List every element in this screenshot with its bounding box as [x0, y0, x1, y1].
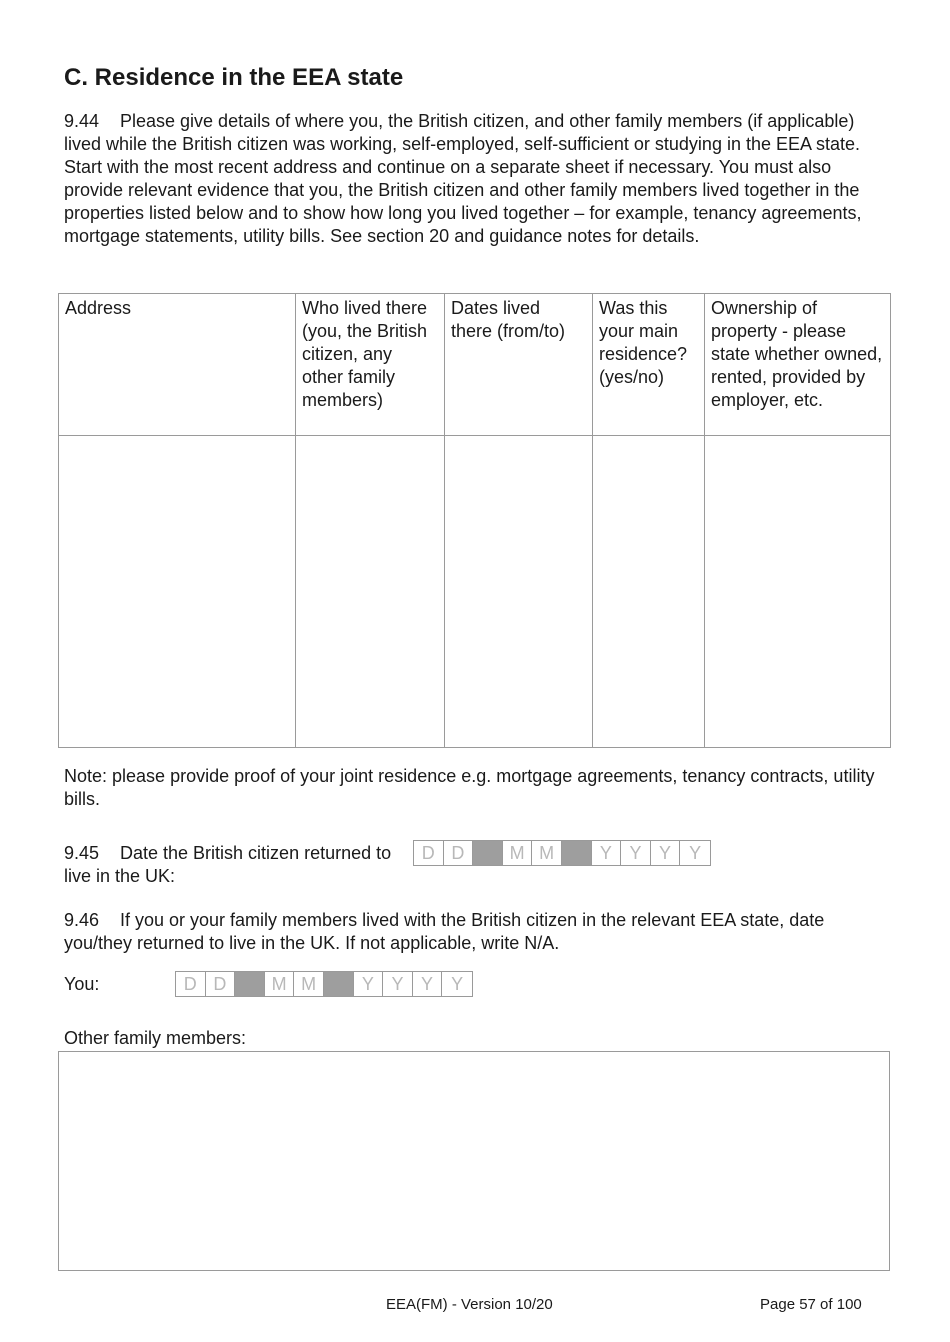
year-digit-3[interactable]: Y — [413, 972, 443, 996]
year-digit-2[interactable]: Y — [621, 841, 651, 865]
year-digit-2[interactable]: Y — [383, 972, 413, 996]
header-address: Address — [59, 294, 296, 436]
section-title: C. Residence in the EEA state — [64, 64, 404, 91]
date-separator — [562, 841, 592, 865]
question-label: Date the British citizen returned to live in the UK: — [64, 843, 392, 886]
address-field[interactable] — [59, 436, 296, 748]
question-text: If you or your family members lived with the British citizen in the relevant EEA state, date you/they returned to live in the UK. If not applicable, write N/A. — [64, 910, 825, 953]
question-number: 9.46 — [64, 910, 100, 930]
month-digit-1[interactable]: M — [503, 841, 533, 865]
table-header-row — [59, 294, 891, 436]
month-digit-2[interactable]: M — [532, 841, 562, 865]
footer-version: EEA(FM) - Version 10/20 — [386, 1296, 553, 1313]
day-digit-2[interactable]: D — [206, 972, 236, 996]
date-separator — [324, 972, 354, 996]
year-digit-4[interactable]: Y — [451, 974, 464, 994]
residence-table — [58, 293, 891, 748]
other-family-members-field[interactable] — [58, 1051, 890, 1271]
year-digit-4[interactable]: Y — [689, 843, 702, 863]
year-digit-3[interactable]: Y — [651, 841, 681, 865]
header-ownership: Ownership of property - please state whether owned, rented, provided by employer, etc. — [705, 294, 891, 436]
question-9-44 — [64, 110, 884, 248]
you-label: You: — [64, 974, 100, 994]
year-digit-1[interactable]: Y — [354, 972, 384, 996]
ownership-field[interactable] — [705, 436, 891, 748]
dates-lived-field[interactable] — [445, 436, 593, 748]
question-text: Please give details of where you, the British citizen, and other family members (if applicable) lived while the British citizen was working, self-employed, self-sufficient or studying in the EEA state. Start with the most recent address and continue on a separate sheet if necessary. You must also provide relevant evidence that you, the British citizen and other family members lived together in the properties listed below and to show how long you lived together – for example, tenancy agreements, mortgage statements, utility bills. See section 20 and guidance notes for details. — [64, 111, 862, 246]
day-digit-1[interactable]: D — [176, 972, 206, 996]
other-family-label: Other family members: — [64, 1028, 247, 1048]
return-date-input[interactable] — [413, 840, 711, 866]
header-main-residence: Was this your main residence? (yes/no) — [593, 294, 705, 436]
month-digit-1[interactable]: M — [265, 972, 295, 996]
month-digit-2[interactable]: M — [294, 972, 324, 996]
date-separator — [235, 972, 265, 996]
question-number: 9.44 — [64, 111, 100, 131]
table-row — [59, 436, 891, 748]
day-digit-2[interactable]: D — [444, 841, 474, 865]
footer-page-number: Page 57 of 100 — [760, 1296, 862, 1313]
question-9-46 — [64, 909, 894, 955]
date-separator — [473, 841, 503, 865]
who-lived-field[interactable] — [296, 436, 445, 748]
evidence-note: Note: please provide proof of your joint residence e.g. mortgage agreements, tenancy contracts, utility bills. — [64, 766, 875, 809]
year-digit-1[interactable]: Y — [592, 841, 622, 865]
you-return-date-input[interactable] — [175, 971, 473, 997]
question-9-45 — [64, 842, 404, 888]
header-who-lived: Who lived there (you, the British citizen, any other family members) — [296, 294, 445, 436]
main-residence-field[interactable] — [593, 436, 705, 748]
question-number: 9.45 — [64, 843, 100, 863]
day-digit-1[interactable]: D — [414, 841, 444, 865]
header-dates-lived: Dates lived there (from/to) — [445, 294, 593, 436]
